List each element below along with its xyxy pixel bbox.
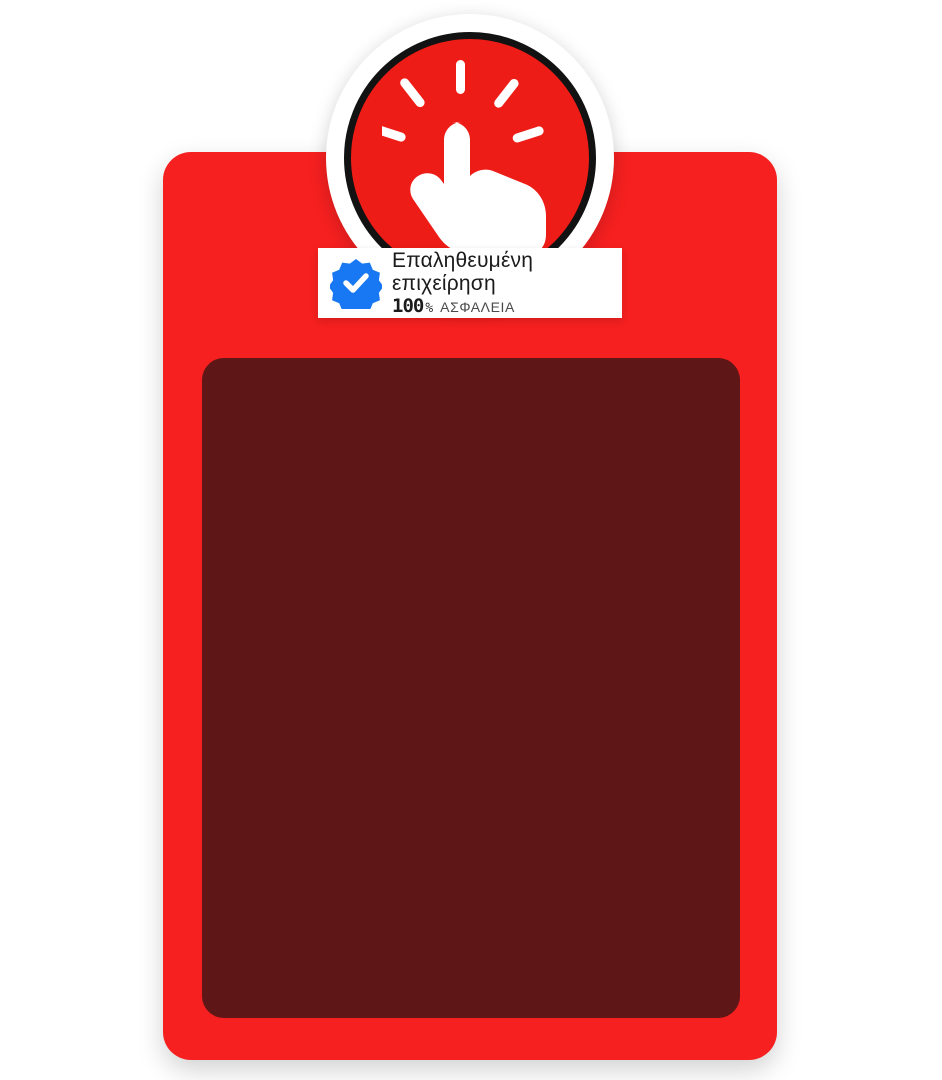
verified-business-badge [318, 248, 622, 318]
click-hand-icon [382, 60, 562, 255]
safety-percent-symbol: % [425, 300, 434, 316]
safety-percent: 100 [392, 294, 424, 317]
safety-label: ΑΣΦΑΛΕΙΑ [440, 298, 515, 315]
features-panel [202, 358, 740, 1018]
verified-check-badge-icon [330, 257, 382, 309]
verified-label: Επαληθευμένη επιχείρηση [392, 248, 534, 296]
